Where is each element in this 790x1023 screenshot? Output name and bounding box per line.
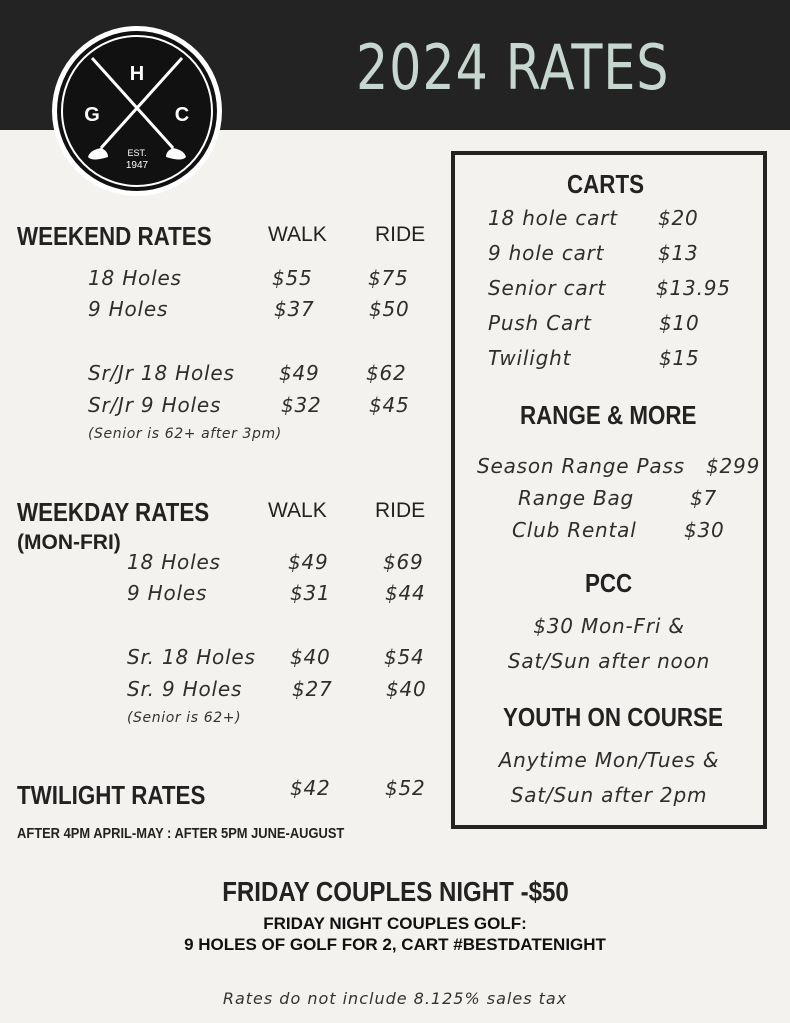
weekday-row-label: Sr. 9 Holes <box>127 677 243 701</box>
weekend-row-ride: $62 <box>366 361 407 385</box>
cart-row-label: 9 hole cart <box>488 241 605 265</box>
weekend-senior-note: (Senior is 62+ after 3pm) <box>88 426 282 442</box>
logo-year: 1947 <box>125 160 149 171</box>
friday-couples-title <box>0 875 790 909</box>
youth-title: YOUTH ON COURSE <box>503 702 723 732</box>
cart-row-price: $10 <box>659 311 700 335</box>
range-row-label: Season Range Pass <box>477 454 685 478</box>
weekday-row-walk: $31 <box>290 581 331 605</box>
range-row-label: Range Bag <box>518 486 635 510</box>
weekday-row-ride: $54 <box>384 645 425 669</box>
weekend-row-ride: $45 <box>369 393 410 417</box>
cart-row-price: $13 <box>658 241 699 265</box>
range-row-price: $30 <box>684 518 725 542</box>
weekday-row-label: 9 Holes <box>127 581 208 605</box>
weekday-senior-note: (Senior is 62+) <box>127 710 242 726</box>
weekday-ride-header: RIDE <box>375 499 426 522</box>
weekday-row-label: Sr. 18 Holes <box>127 645 256 669</box>
page-title: 2024 RATES <box>356 31 670 104</box>
weekday-row-ride: $69 <box>383 550 424 574</box>
youth-line: Anytime Mon/Tues & <box>498 748 720 772</box>
weekday-subtitle: (MON-FRI) <box>17 531 121 554</box>
weekday-row-walk: $49 <box>288 550 329 574</box>
cart-row-price: $20 <box>658 206 699 230</box>
weekend-row-ride: $75 <box>368 266 409 290</box>
pcc-line: $30 Mon-Fri & <box>533 614 685 638</box>
youth-line: Sat/Sun after 2pm <box>510 783 708 807</box>
weekend-row-label: Sr/Jr 9 Holes <box>88 393 222 417</box>
cart-row-label: Twilight <box>488 346 572 370</box>
friday-couples-title-text: FRIDAY COUPLES NIGHT -$50 <box>221 876 569 907</box>
weekend-row-label: 18 Holes <box>88 266 182 290</box>
weekend-row-walk: $55 <box>272 266 313 290</box>
weekday-row-walk: $40 <box>290 645 331 669</box>
weekday-row-label: 18 Holes <box>127 550 221 574</box>
twilight-hours-note: AFTER 4PM APRIL-MAY : AFTER 5PM JUNE-AUGUST <box>17 825 345 842</box>
weekday-row-ride: $40 <box>386 677 427 701</box>
weekend-row-walk: $49 <box>279 361 320 385</box>
logo-letter-g: G <box>84 104 100 126</box>
weekend-row-walk: $32 <box>281 393 322 417</box>
weekday-walk-header: WALK <box>268 499 327 522</box>
twilight-rates-title: TWILIGHT RATES <box>17 780 206 810</box>
weekend-walk-header: WALK <box>268 223 327 246</box>
friday-couples-line-2: 9 HOLES OF GOLF FOR 2, CART #BESTDATENIGHT <box>184 935 606 954</box>
weekday-rates-title: WEEKDAY RATES <box>17 497 210 527</box>
friday-couples-line-1: FRIDAY NIGHT COUPLES GOLF: <box>263 914 527 933</box>
weekend-row-label: Sr/Jr 18 Holes <box>88 361 235 385</box>
twilight-ride-price: $52 <box>385 776 426 800</box>
weekend-row-ride: $50 <box>369 297 410 321</box>
range-row-price: $299 <box>706 454 761 478</box>
weekend-rates-title: WEEKEND RATES <box>17 221 212 251</box>
weekday-row-ride: $44 <box>385 581 426 605</box>
logo-est: EST. <box>127 148 147 158</box>
weekday-row-walk: $27 <box>292 677 333 701</box>
range-title: RANGE & MORE <box>520 400 697 430</box>
logo-letter-c: C <box>174 104 190 126</box>
carts-title: CARTS <box>567 169 645 199</box>
twilight-walk-price: $42 <box>290 776 331 800</box>
club-logo <box>50 26 224 196</box>
weekend-ride-header: RIDE <box>375 223 426 246</box>
pcc-line: Sat/Sun after noon <box>507 649 711 673</box>
weekend-row-walk: $37 <box>274 297 315 321</box>
range-row-label: Club Rental <box>512 518 637 542</box>
sales-tax-note: Rates do not include 8.125% sales tax <box>222 989 568 1008</box>
cart-row-label: 18 hole cart <box>488 206 618 230</box>
cart-row-price: $13.95 <box>656 276 731 300</box>
cart-row-label: Senior cart <box>488 276 607 300</box>
cart-row-price: $15 <box>659 346 700 370</box>
pcc-title: PCC <box>585 568 633 598</box>
cart-row-label: Push Cart <box>488 311 592 335</box>
weekend-row-label: 9 Holes <box>88 297 169 321</box>
range-row-price: $7 <box>690 486 718 510</box>
logo-letter-h: H <box>129 63 145 85</box>
